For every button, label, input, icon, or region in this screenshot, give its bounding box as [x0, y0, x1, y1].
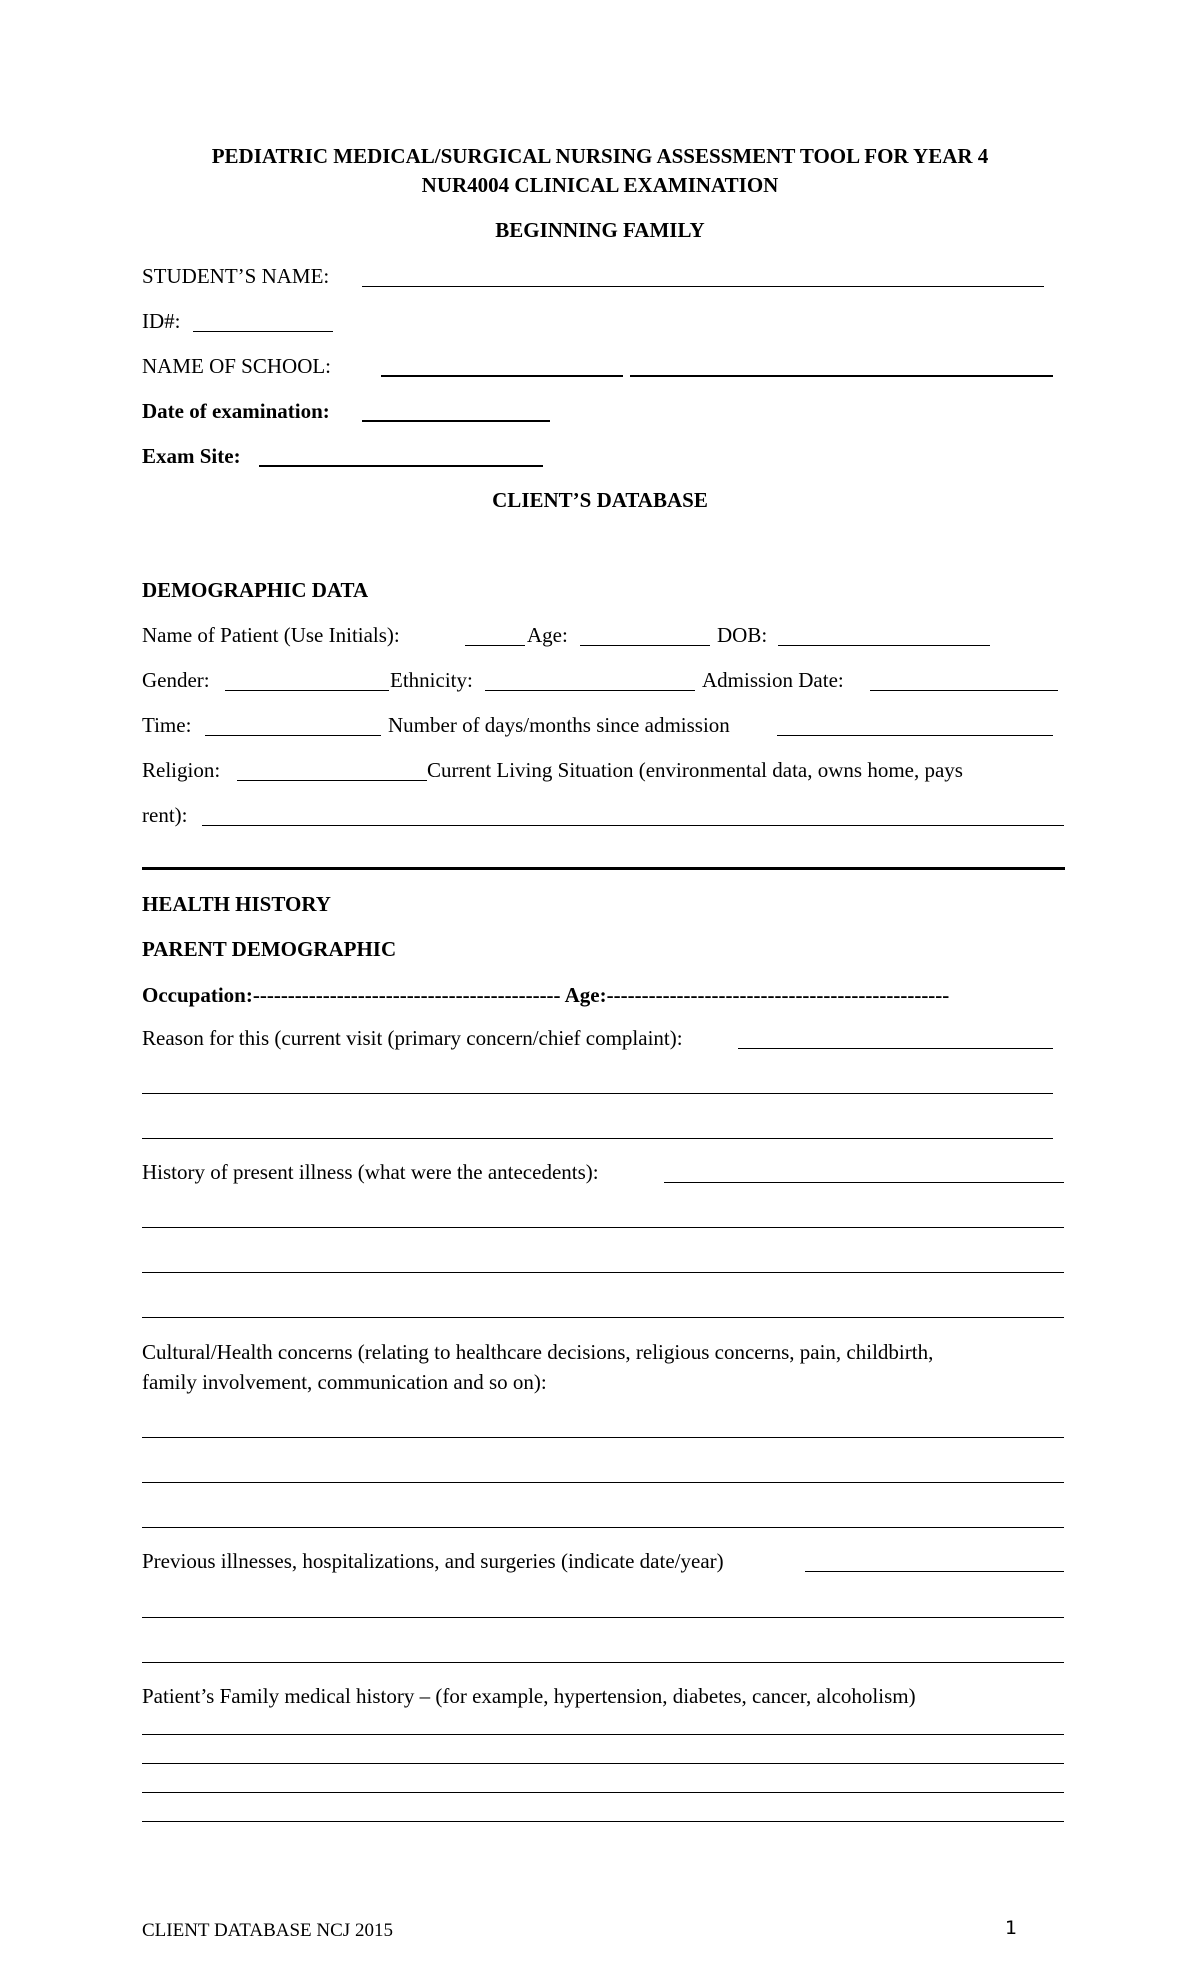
exam-site-label: Exam Site:: [142, 444, 241, 468]
school-name-field-2[interactable]: [630, 375, 1053, 377]
admission-date-label: Admission Date:: [702, 668, 844, 692]
demographic-data-heading: DEMOGRAPHIC DATA: [142, 578, 369, 602]
present-illness-line-2[interactable]: [142, 1227, 1064, 1228]
previous-illnesses-field[interactable]: [805, 1571, 1064, 1572]
occupation-field[interactable]: --------------------------------------------: [252, 983, 561, 1007]
section-heading-beginning-family: BEGINNING FAMILY: [495, 218, 705, 242]
school-name-label: NAME OF SCHOOL:: [142, 354, 332, 378]
present-illness-line-4[interactable]: [142, 1317, 1064, 1318]
id-field[interactable]: [193, 331, 333, 332]
id-label: ID#:: [142, 309, 181, 333]
dob-label: DOB:: [717, 623, 768, 647]
health-history-heading: HEALTH HISTORY: [142, 892, 331, 916]
present-illness-label: History of present illness (what were the antecedents):: [142, 1160, 599, 1184]
previous-illnesses-line-2[interactable]: [142, 1617, 1064, 1618]
document-subtitle-exam: NUR4004 CLINICAL EXAMINATION: [421, 173, 779, 197]
religion-field[interactable]: [237, 780, 427, 781]
student-name-field[interactable]: [362, 286, 1044, 287]
time-field[interactable]: [205, 735, 381, 736]
cultural-concerns-label-cont: family involvement, communication and so on):: [142, 1370, 547, 1394]
ethnicity-label: Ethnicity:: [390, 668, 473, 692]
previous-illnesses-line-3[interactable]: [142, 1662, 1064, 1663]
patient-name-label: Name of Patient (Use Initials):: [142, 623, 400, 647]
family-history-line-2[interactable]: [142, 1763, 1064, 1764]
days-since-admission-field[interactable]: [777, 735, 1053, 736]
living-situation-field[interactable]: [202, 825, 1064, 826]
exam-date-field[interactable]: [362, 420, 550, 422]
reason-for-visit-line-3[interactable]: [142, 1138, 1053, 1139]
reason-for-visit-field[interactable]: [738, 1048, 1053, 1049]
cultural-concerns-line-3[interactable]: [142, 1527, 1064, 1528]
reason-for-visit-label: Reason for this (current visit (primary concern/chief complaint):: [142, 1026, 683, 1050]
living-situation-label-cont: rent):: [142, 803, 188, 827]
exam-date-label: Date of examination:: [142, 399, 330, 423]
reason-for-visit-line-2[interactable]: [142, 1093, 1053, 1094]
family-history-line-3[interactable]: [142, 1792, 1064, 1793]
living-situation-label: Current Living Situation (environmental data, owns home, pays: [427, 758, 963, 782]
footer-text: CLIENT DATABASE NCJ 2015: [142, 1920, 393, 1941]
cultural-concerns-line-2[interactable]: [142, 1482, 1064, 1483]
gender-label: Gender:: [142, 668, 210, 692]
cultural-concerns-label: Cultural/Health concerns (relating to healthcare decisions, religious concerns, pain, childbirth,: [142, 1340, 934, 1364]
cultural-concerns-line-1[interactable]: [142, 1437, 1064, 1438]
parent-age-field[interactable]: -------------------------------------------------: [606, 983, 950, 1007]
ethnicity-field[interactable]: [485, 690, 695, 691]
parent-age-label: Age:: [564, 983, 607, 1007]
school-name-field[interactable]: [381, 375, 623, 377]
days-since-admission-label: Number of days/months since admission: [388, 713, 730, 737]
occupation-row: [142, 982, 949, 1008]
religion-label: Religion:: [142, 758, 221, 782]
student-name-label: STUDENT’S NAME:: [142, 264, 330, 288]
dob-field[interactable]: [778, 645, 990, 646]
page-number: 1: [1005, 1917, 1018, 1939]
section-divider: [142, 867, 1065, 870]
present-illness-field[interactable]: [664, 1182, 1064, 1183]
parent-demographic-heading: PARENT DEMOGRAPHIC: [142, 937, 397, 961]
occupation-label: Occupation:: [142, 983, 253, 1007]
clients-database-heading: CLIENT’S DATABASE: [492, 488, 708, 512]
age-label: Age:: [527, 623, 568, 647]
family-history-line-1[interactable]: [142, 1734, 1064, 1735]
previous-illnesses-label: Previous illnesses, hospitalizations, and surgeries (indicate date/year): [142, 1549, 724, 1573]
gender-field[interactable]: [225, 690, 389, 691]
exam-site-field[interactable]: [259, 465, 543, 467]
patient-initials-field[interactable]: [465, 645, 525, 646]
document-title: PEDIATRIC MEDICAL/SURGICAL NURSING ASSESSMENT TOOL FOR YEAR 4: [211, 144, 989, 168]
family-history-line-4[interactable]: [142, 1821, 1064, 1822]
family-history-label: Patient’s Family medical history – (for example, hypertension, diabetes, cancer, alcoholism): [142, 1684, 916, 1708]
present-illness-line-3[interactable]: [142, 1272, 1064, 1273]
time-label: Time:: [142, 713, 192, 737]
age-field[interactable]: [580, 645, 710, 646]
admission-date-field[interactable]: [870, 690, 1058, 691]
